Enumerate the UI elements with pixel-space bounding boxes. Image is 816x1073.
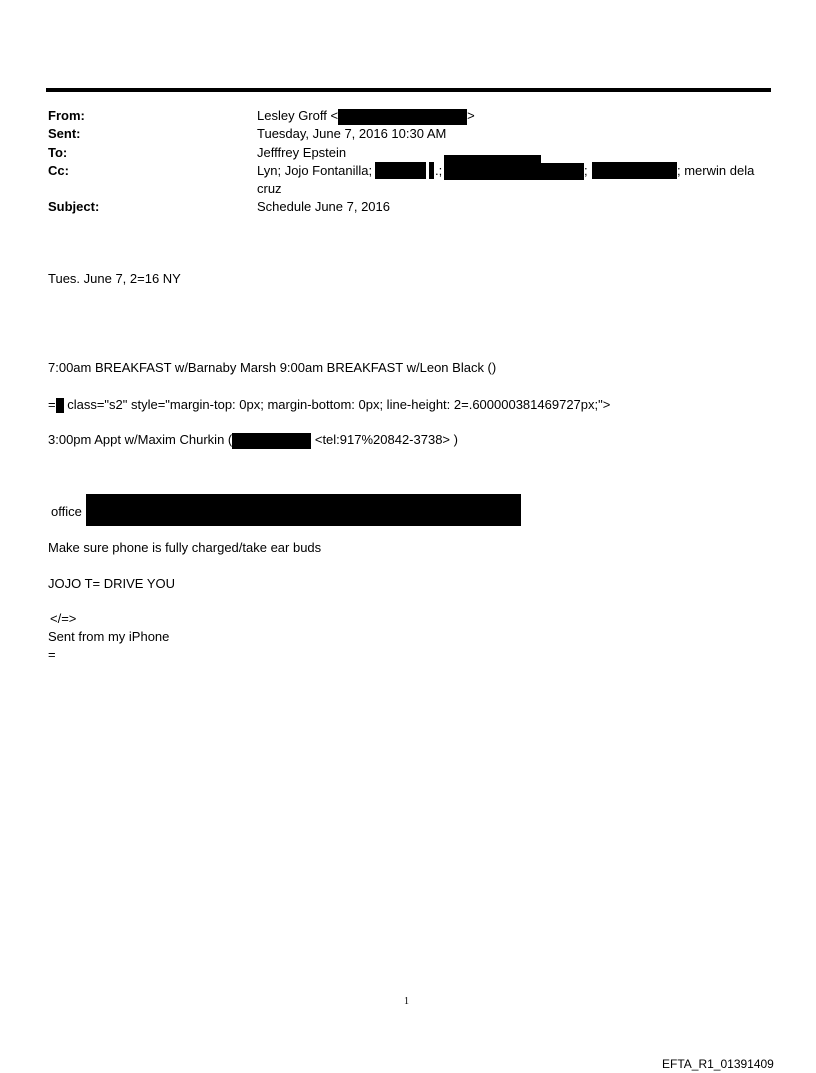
redaction-box: [375, 162, 426, 179]
redaction-box: [232, 433, 311, 449]
artifact-rest: class="s2" style="margin-top: 0px; margin-bottom: 0px; line-height: 2=.600000381469727px;">: [63, 397, 611, 412]
page-number: 1: [404, 996, 409, 1007]
bates-number: EFTA_R1_01391409: [662, 1057, 774, 1071]
body-reminder-line: Make sure phone is fully charged/take ear buds: [48, 540, 322, 555]
subject-label: Subject:: [48, 199, 100, 214]
cc-part1: Lyn; Jojo Fontanilla;: [257, 163, 373, 178]
from-close: >: [467, 108, 475, 123]
subject-value: Schedule June 7, 2016: [257, 199, 390, 214]
body-driver-line: JOJO T= DRIVE YOU: [48, 576, 176, 591]
redaction-box: [56, 398, 64, 413]
cc-part2: ; merwin dela: [677, 163, 755, 178]
cc-label: Cc:: [48, 163, 69, 178]
cc-line2: cruz: [257, 181, 282, 196]
body-office-label: office: [51, 504, 82, 519]
body-appt-line: [48, 431, 458, 449]
body-trailing-equals: =: [48, 647, 56, 662]
redaction-box: [429, 162, 434, 179]
cc-value: [257, 162, 372, 180]
appt-tel: <tel:917%20842-3738> ): [311, 432, 458, 447]
header-rule: [46, 88, 771, 92]
to-label: To:: [48, 145, 68, 160]
from-name: Lesley Groff <: [257, 108, 339, 123]
cc-sep2: ;: [584, 163, 588, 178]
appt-text: 3:00pm Appt w/Maxim Churkin (: [48, 432, 233, 447]
body-date-line: Tues. June 7, 2=16 NY: [48, 271, 181, 286]
body-html-artifact-line: [48, 396, 610, 414]
redaction-box: [86, 494, 521, 526]
sent-value: Tuesday, June 7, 2016 10:30 AM: [257, 126, 447, 141]
cc-sep1: .;: [435, 163, 443, 178]
sent-label: Sent:: [48, 126, 81, 141]
artifact-prefix: =: [48, 397, 56, 412]
redaction-box: [592, 162, 677, 179]
body-signature: Sent from my iPhone: [48, 629, 170, 644]
to-value: Jefffrey Epstein: [257, 145, 347, 160]
redaction-box: [444, 163, 584, 180]
body-tag-artifact: </=>: [50, 611, 77, 626]
body-breakfast-line: 7:00am BREAKFAST w/Barnaby Marsh 9:00am BREAKFAST w/Leon Black (): [48, 360, 497, 375]
redaction-box: [338, 109, 467, 125]
from-value: [257, 107, 475, 125]
from-label: From:: [48, 108, 85, 123]
